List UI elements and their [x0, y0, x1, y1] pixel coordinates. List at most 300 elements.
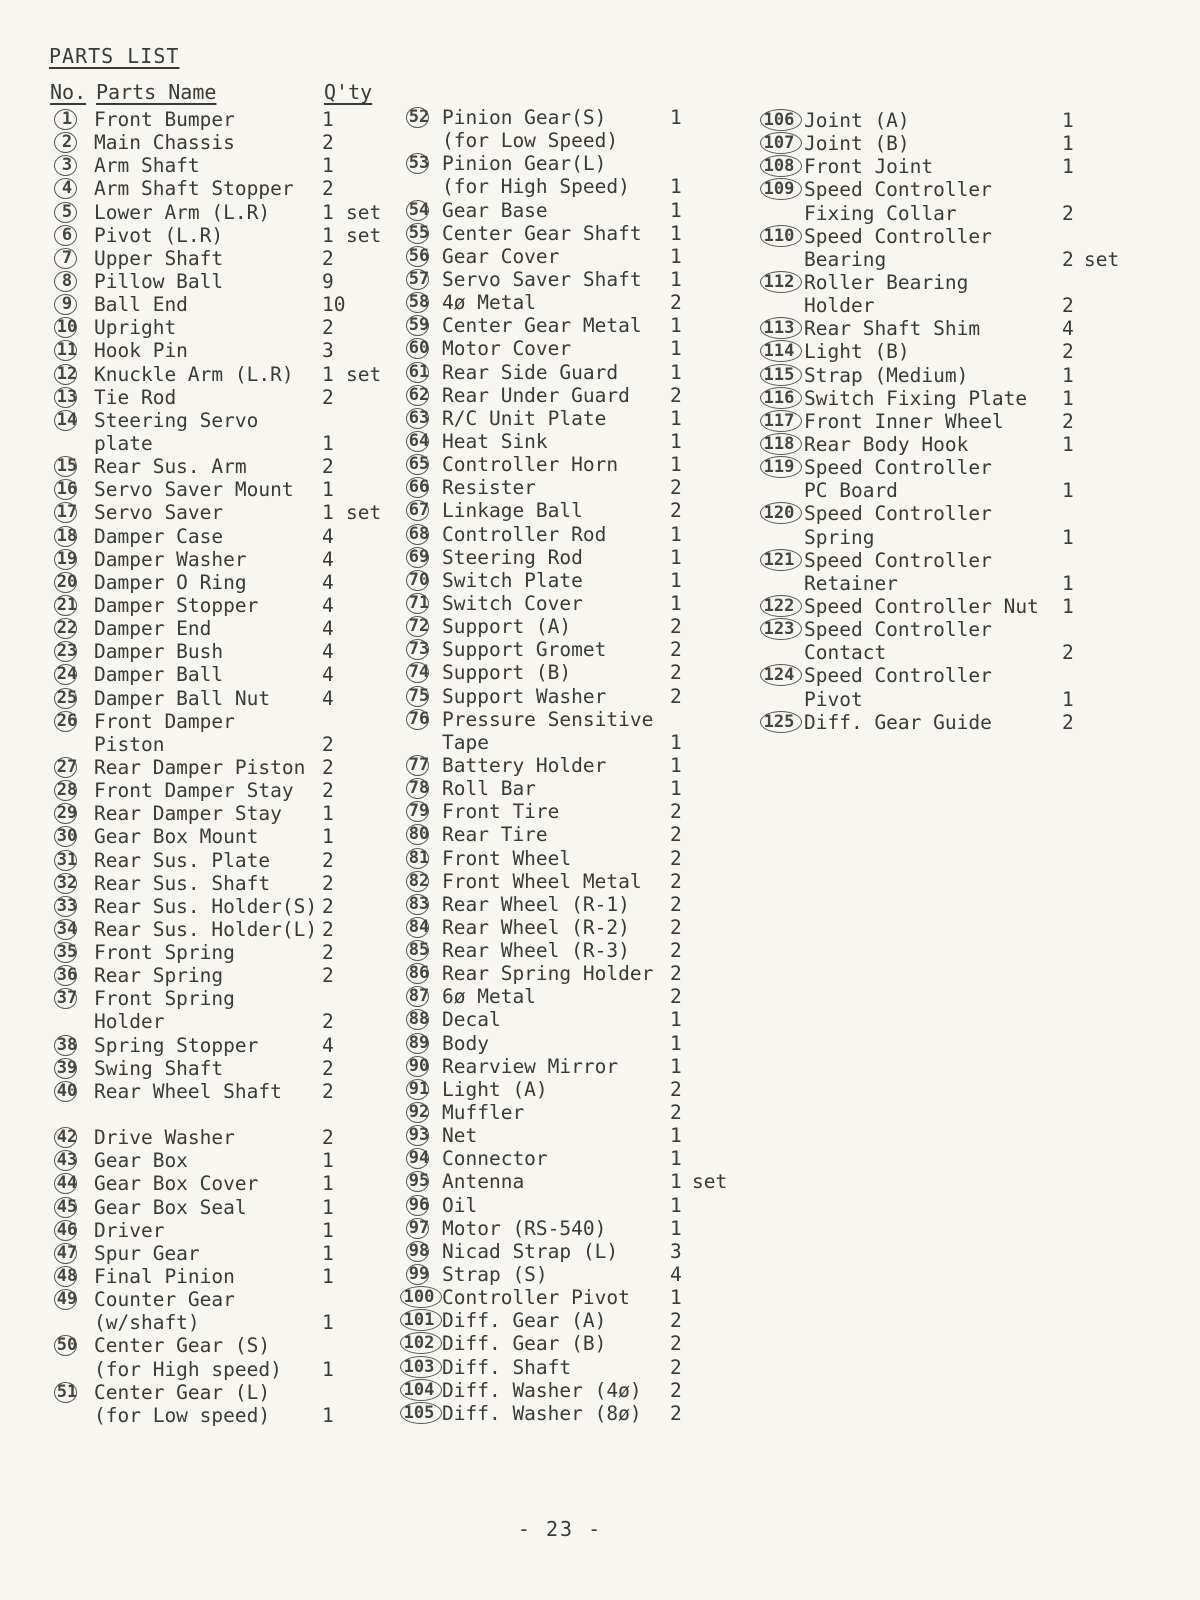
part-name: Light (A) [442, 1077, 548, 1101]
part-name: Joint (A) [804, 109, 910, 132]
part-name: Diff. Shaft [442, 1355, 572, 1379]
part-number: 52 [408, 107, 430, 127]
part-quantity: 2 [670, 1309, 682, 1333]
part-name: Switch Cover [442, 591, 583, 615]
part-quantity: 4 [322, 640, 334, 664]
part-row-continuation [50, 1358, 410, 1381]
part-quantity: 2 [322, 871, 334, 895]
part-quantity: 1 [1062, 571, 1074, 595]
parts-column-2 [402, 106, 742, 1425]
part-number: 101 [403, 1310, 435, 1331]
part-quantity: 1 [670, 1031, 682, 1055]
part-number: 16 [56, 479, 78, 500]
part-name: Rear Tire [442, 823, 548, 847]
part-number: 4 [61, 178, 73, 199]
part-number: 91 [408, 1078, 430, 1099]
part-quantity: 4 [322, 570, 334, 594]
part-name: Center Gear (S) [94, 1334, 271, 1358]
part-number: 116 [763, 387, 795, 408]
part-name: Rear Wheel (R-3) [442, 939, 630, 963]
part-row [402, 569, 742, 592]
part-name: Rear Sus. Shaft [94, 871, 271, 895]
part-quantity: 2 [670, 615, 682, 639]
part-quantity: 4 [322, 547, 334, 571]
part-quantity: 2 [670, 823, 682, 847]
part-quantity: 1 [670, 1286, 682, 1310]
part-name: Speed Controller [804, 548, 992, 572]
part-quantity: 2 [670, 383, 682, 407]
part-number: 119 [763, 457, 795, 478]
part-row [50, 1381, 410, 1404]
part-quantity: 1 [322, 1403, 334, 1427]
part-row [50, 1172, 410, 1195]
part-name: Servo Saver Shaft [442, 267, 642, 291]
part-row [402, 523, 742, 546]
part-name: 6ø Metal [442, 985, 536, 1009]
part-row-continuation [50, 733, 410, 756]
parts-column-1 [50, 80, 410, 1427]
part-row [402, 199, 742, 222]
part-row-continuation [762, 688, 1142, 711]
part-row [402, 384, 742, 407]
part-number: 34 [56, 918, 78, 939]
part-quantity: 2 [670, 499, 682, 523]
part-quantity: 1 [322, 154, 334, 178]
part-quantity: 2 [670, 939, 682, 963]
part-name: Rear Shaft Shim [804, 317, 981, 341]
part-number: 74 [408, 662, 430, 683]
part-name: Controller Rod [442, 522, 607, 546]
part-row [762, 711, 1142, 734]
part-name: Spur Gear [94, 1241, 200, 1265]
part-quantity: 1 [322, 478, 334, 502]
part-name: Strap (S) [442, 1263, 548, 1287]
part-quantity: 1 [1062, 687, 1074, 711]
part-row [50, 1334, 410, 1357]
part-quantity: 1 [1062, 479, 1074, 503]
part-name: Front Spring [94, 987, 235, 1011]
part-name: Spring [804, 525, 875, 549]
part-quantity: 2 [322, 1079, 334, 1103]
parts-list [50, 108, 410, 1427]
part-quantity: 2 [322, 177, 334, 201]
part-quantity: 2 [322, 894, 334, 918]
part-row [762, 549, 1142, 572]
part-row [402, 291, 742, 314]
part-row [402, 152, 742, 175]
part-number: 82 [408, 870, 430, 891]
part-quantity: 1 [322, 501, 334, 525]
part-quantity: 10 [322, 293, 346, 317]
part-row [402, 546, 742, 569]
part-number: 123 [763, 619, 795, 640]
part-row [402, 1240, 742, 1263]
part-name: Motor Cover [442, 337, 572, 361]
part-row [50, 501, 410, 524]
part-number: 66 [408, 477, 430, 498]
part-row [402, 430, 742, 453]
part-name: Contact [804, 641, 887, 665]
part-name: Rear Spring [94, 964, 224, 988]
part-quantity: 1 [670, 267, 682, 291]
part-number: 2 [61, 132, 73, 153]
part-quantity: 2 [670, 684, 682, 708]
part-name: Diff. Gear Guide [804, 710, 992, 734]
part-name: Final Pinion [94, 1265, 235, 1289]
part-number: 109 [763, 179, 795, 200]
part-row [50, 455, 410, 478]
part-quantity: 1 [322, 1265, 334, 1289]
part-row [402, 708, 742, 731]
part-number: 94 [408, 1148, 430, 1169]
part-number: 84 [408, 916, 430, 937]
part-row [50, 1080, 410, 1103]
part-row [402, 592, 742, 615]
part-quantity: 1 [322, 825, 334, 849]
part-row [50, 1196, 410, 1219]
part-row [50, 525, 410, 548]
part-quantity: 1 [1062, 109, 1074, 132]
part-number: 107 [763, 133, 795, 154]
part-quantity: 4 [322, 617, 334, 641]
part-row [50, 640, 410, 663]
part-row [50, 1265, 410, 1288]
part-quantity: 1 [670, 1216, 682, 1240]
part-name: Steering Servo [94, 408, 259, 432]
part-row [50, 316, 410, 339]
part-name: (for Low speed) [94, 1403, 271, 1427]
part-quantity: 1 [1062, 132, 1074, 156]
part-name: Driver [94, 1218, 165, 1242]
part-number: 11 [56, 340, 78, 361]
part-name: Speed Controller [804, 664, 992, 688]
part-number: 10 [56, 317, 78, 338]
part-row [402, 407, 742, 430]
header-no: No. [50, 80, 87, 104]
part-row [50, 201, 410, 224]
part-row [402, 453, 742, 476]
part-quantity: 2 [1062, 710, 1074, 734]
part-number: 33 [56, 895, 78, 916]
parts-column-3 [762, 109, 1142, 734]
part-quantity: 2 [670, 869, 682, 893]
part-name: Pinion Gear(L) [442, 152, 607, 176]
part-name: Pinion Gear(S) [442, 106, 607, 129]
part-row [402, 962, 742, 985]
part-row [50, 594, 410, 617]
part-row [50, 710, 410, 733]
part-name: Gear Cover [442, 244, 560, 268]
part-row [50, 1219, 410, 1242]
part-number: 120 [763, 503, 795, 524]
part-row [50, 987, 410, 1010]
part-number: 112 [763, 271, 795, 292]
part-number: 51 [56, 1381, 78, 1402]
part-number: 121 [763, 549, 795, 570]
part-row [762, 132, 1142, 155]
part-number: 81 [408, 847, 430, 868]
part-number: 46 [56, 1219, 78, 1240]
part-row [50, 1057, 410, 1080]
part-name: PC Board [804, 479, 898, 503]
part-name: Controller Horn [442, 453, 619, 477]
part-row-continuation [402, 175, 742, 198]
part-quantity: 2 [670, 962, 682, 986]
part-quantity: 2 [322, 1126, 334, 1150]
part-number: 88 [408, 1009, 430, 1030]
part-quantity: 1 [670, 568, 682, 592]
part-name: Motor (RS-540) [442, 1216, 607, 1240]
part-quantity: 2 [1062, 201, 1074, 225]
part-quantity: 1 [322, 1218, 334, 1242]
part-name: Front Spring [94, 941, 235, 965]
part-number: 25 [56, 687, 78, 708]
part-number: 61 [408, 361, 430, 382]
part-name: Resister [442, 476, 536, 500]
part-row [402, 1309, 742, 1332]
part-quantity: 1 [322, 108, 334, 131]
part-row [762, 155, 1142, 178]
part-row [402, 847, 742, 870]
part-quantity: 1 [670, 545, 682, 569]
part-number: 67 [408, 500, 430, 521]
part-name: Rear Damper Piston [94, 755, 306, 779]
part-quantity: 1 [322, 223, 334, 247]
parts-list [402, 106, 742, 1425]
part-row [50, 617, 410, 640]
part-row [762, 618, 1142, 641]
part-number: 102 [403, 1333, 435, 1354]
part-number: 38 [56, 1034, 78, 1055]
part-row-continuation [402, 731, 742, 754]
part-name: Speed Controller [804, 178, 992, 202]
part-number: 70 [408, 569, 430, 590]
part-name: Servo Saver [94, 501, 224, 525]
part-number: 5 [61, 201, 73, 222]
part-number: 15 [56, 456, 78, 477]
part-number: 20 [56, 571, 78, 592]
part-number: 86 [408, 963, 430, 984]
part-name: Rear Wheel Shaft [94, 1079, 282, 1103]
part-quantity: 1 [670, 337, 682, 361]
part-quantity: 1 [670, 1008, 682, 1032]
part-quantity: 1 [1062, 525, 1074, 549]
part-row [402, 314, 742, 337]
part-name: Speed Controller [804, 618, 992, 642]
part-name: Nicad Strap (L) [442, 1239, 619, 1263]
part-name: Damper Stopper [94, 593, 259, 617]
part-row [50, 247, 410, 270]
part-row [50, 409, 410, 432]
part-number: 65 [408, 454, 430, 475]
part-name: Rear Sus. Arm [94, 455, 247, 479]
part-name: plate [94, 431, 153, 455]
part-name: 4ø Metal [442, 291, 536, 315]
part-name: Lower Arm (L.R) [94, 200, 271, 224]
part-quantity: 4 [322, 593, 334, 617]
part-row [762, 225, 1142, 248]
part-name: Body [442, 1031, 489, 1055]
part-number: 71 [408, 592, 430, 613]
part-name: Knuckle Arm (L.R) [94, 362, 294, 386]
part-name: Retainer [804, 571, 898, 595]
part-name: Damper End [94, 617, 212, 641]
part-row [762, 456, 1142, 479]
part-name: Front Damper [94, 709, 235, 733]
part-name: Damper Bush [94, 640, 224, 664]
part-number: 40 [56, 1080, 78, 1101]
part-number: 14 [56, 409, 78, 430]
quantity-unit: set [692, 1170, 728, 1194]
part-quantity: 1 [322, 802, 334, 826]
part-row-continuation [402, 129, 742, 152]
part-number: 44 [56, 1173, 78, 1194]
part-quantity: 2 [670, 1401, 682, 1425]
part-name: Rear Body Hook [804, 432, 969, 456]
part-row [402, 777, 742, 800]
part-name: Rear Wheel (R-1) [442, 892, 630, 916]
part-name: Rearview Mirror [442, 1054, 619, 1078]
part-row-continuation [762, 526, 1142, 549]
part-name: Front Joint [804, 155, 934, 179]
part-row [762, 433, 1142, 456]
part-number: 28 [56, 780, 78, 801]
part-quantity: 1 [322, 1357, 334, 1381]
part-number: 85 [408, 940, 430, 961]
part-number: 32 [56, 872, 78, 893]
part-name: Speed Controller [804, 502, 992, 526]
part-row [762, 502, 1142, 525]
part-row [762, 664, 1142, 687]
part-name: (for High speed) [94, 1357, 282, 1381]
part-quantity: 4 [1062, 317, 1074, 341]
part-number: 75 [408, 685, 430, 706]
part-name: Switch Fixing Plate [804, 386, 1028, 410]
part-row-continuation [50, 1404, 410, 1427]
part-name: Diff. Washer (4ø) [442, 1378, 642, 1402]
part-row [402, 685, 742, 708]
part-name: Battery Holder [442, 753, 607, 777]
part-name: Controller Pivot [442, 1286, 630, 1310]
part-quantity: 2 [1062, 294, 1074, 318]
part-name: Spring Stopper [94, 1033, 259, 1057]
part-quantity: 2 [670, 985, 682, 1009]
part-number: 30 [56, 826, 78, 847]
part-row [50, 941, 410, 964]
part-quantity: 2 [322, 941, 334, 965]
part-row-continuation [762, 294, 1142, 317]
quantity-unit: set [346, 501, 382, 525]
part-row [50, 1149, 410, 1172]
part-number: 68 [408, 523, 430, 544]
part-quantity: 1 [670, 1054, 682, 1078]
part-row [402, 985, 742, 1008]
part-quantity: 1 [670, 175, 682, 199]
part-quantity: 1 [322, 1311, 334, 1335]
part-row [402, 939, 742, 962]
part-name: Ball End [94, 293, 188, 317]
part-number: 13 [56, 386, 78, 407]
part-row-continuation [762, 572, 1142, 595]
part-row [50, 363, 410, 386]
part-row [402, 222, 742, 245]
part-row [50, 1288, 410, 1311]
part-name: Linkage Ball [442, 499, 583, 523]
part-number: 118 [763, 433, 795, 454]
part-quantity: 2 [322, 1056, 334, 1080]
part-row [402, 1170, 742, 1193]
part-row [402, 615, 742, 638]
part-row [762, 178, 1142, 201]
part-number: 99 [408, 1264, 430, 1285]
part-name: Rear Damper Stay [94, 802, 282, 826]
part-number: 96 [408, 1194, 430, 1215]
part-quantity: 2 [1062, 247, 1074, 271]
part-row [402, 1055, 742, 1078]
part-number: 50 [56, 1335, 78, 1356]
part-name: Rear Wheel (R-2) [442, 915, 630, 939]
part-name: Rear Under Guard [442, 383, 630, 407]
part-quantity: 4 [322, 524, 334, 548]
column-header [50, 80, 410, 104]
part-number: 48 [56, 1266, 78, 1287]
part-row [50, 270, 410, 293]
part-name: Support (A) [442, 615, 572, 639]
part-number: 49 [56, 1289, 78, 1310]
part-row [50, 779, 410, 802]
part-quantity: 1 [670, 753, 682, 777]
part-number: 58 [408, 292, 430, 313]
part-quantity: 2 [322, 779, 334, 803]
part-quantity: 1 [670, 1147, 682, 1171]
part-quantity: 4 [322, 663, 334, 687]
part-name: Arm Shaft [94, 154, 200, 178]
part-name: Pivot [804, 687, 863, 711]
part-row [50, 849, 410, 872]
part-quantity: 1 [670, 1193, 682, 1217]
part-quantity: 3 [670, 1239, 682, 1263]
part-number: 110 [763, 225, 795, 246]
part-row [402, 337, 742, 360]
part-name: Gear Box Seal [94, 1195, 247, 1219]
part-row [402, 1263, 742, 1286]
part-name: Gear Box [94, 1149, 188, 1173]
part-name: Pillow Ball [94, 269, 224, 293]
part-row [402, 245, 742, 268]
part-name: Antenna [442, 1170, 525, 1194]
part-number: 72 [408, 616, 430, 637]
part-name: (for High Speed) [442, 175, 630, 199]
part-name: Diff. Gear (A) [442, 1309, 607, 1333]
part-number: 22 [56, 618, 78, 639]
part-quantity: 1 [670, 1170, 682, 1194]
part-number: 95 [408, 1171, 430, 1192]
part-number: 77 [408, 754, 430, 775]
part-name: Speed Controller [804, 224, 992, 248]
part-row [50, 478, 410, 501]
part-name: Counter Gear [94, 1288, 235, 1312]
part-quantity: 2 [670, 661, 682, 685]
part-number: 39 [56, 1057, 78, 1078]
part-quantity: 3 [322, 339, 334, 363]
part-row [402, 893, 742, 916]
part-number: 57 [408, 268, 430, 289]
part-row [50, 1242, 410, 1265]
part-number: 21 [56, 594, 78, 615]
part-name: Diff. Gear (B) [442, 1332, 607, 1356]
part-name: R/C Unit Plate [442, 406, 607, 430]
part-number: 97 [408, 1217, 430, 1238]
